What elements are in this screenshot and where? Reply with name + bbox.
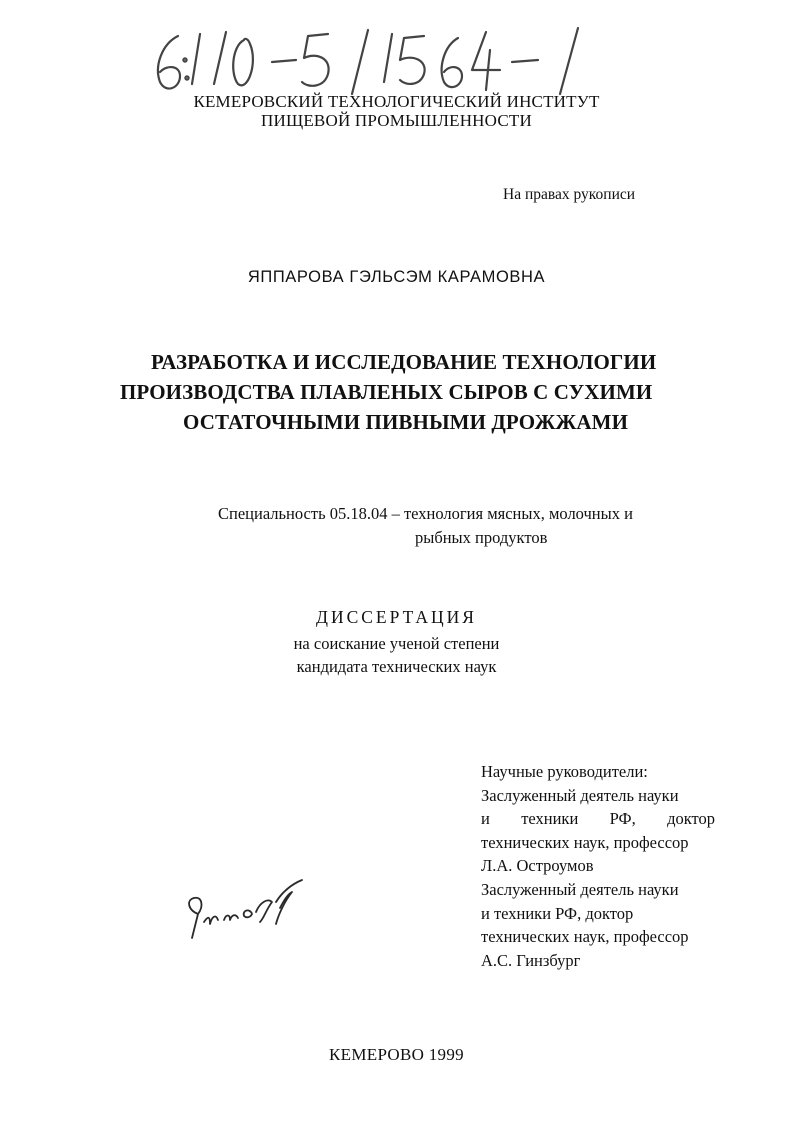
supervisor1-title-line3: технических наук, профессор (481, 832, 689, 852)
thesis-title-line3: ОСТАТОЧНЫМИ ПИВНЫМИ ДРОЖЖАМИ (183, 410, 628, 434)
thesis-title-line1: РАЗРАБОТКА И ИССЛЕДОВАНИЕ ТЕХНОЛОГИИ (151, 350, 657, 374)
supervisor2-title-line2: и техники РФ, доктор (481, 903, 634, 923)
author-name: ЯППАРОВА ГЭЛЬСЭМ КАРАМОВНА (247, 268, 546, 286)
supervisor1-title-line2 (481, 807, 715, 831)
supervisor2-title-line3: технических наук, профессор (481, 927, 689, 947)
institution-name-line1: КЕМЕРОВСКИЙ ТЕХНОЛОГИЧЕСКИЙ ИНСТИТУТ (193, 92, 600, 111)
supervisor2-title-line1: Заслуженный деятель науки (481, 879, 679, 899)
supervisor2-name: А.С. Гинзбург (481, 950, 581, 970)
dissertation-degree-line1: на соискание ученой степени (293, 634, 500, 653)
handwritten-archive-number (140, 22, 600, 102)
specialty-line2: рыбных продуктов (415, 528, 548, 547)
word: техники (521, 809, 579, 829)
author-signature (180, 872, 320, 952)
city-year: КЕМЕРОВО 1999 (329, 1045, 464, 1064)
dissertation-heading: ДИССЕРТАЦИЯ (316, 607, 477, 627)
supervisor1-title-line1: Заслуженный деятель науки (481, 785, 679, 805)
word: РФ, (609, 809, 636, 829)
specialty-line1: Специальность 05.18.04 – технология мясных, молочных и (218, 504, 633, 523)
supervisors-block (481, 760, 715, 972)
dissertation-degree-line2: кандидата технических наук (296, 657, 497, 676)
thesis-title-line2: ПРОИЗВОДСТВА ПЛАВЛЕНЫХ СЫРОВ С СУХИМИ (120, 380, 653, 404)
manuscript-note: На правах рукописи (503, 186, 636, 203)
word: и (481, 809, 490, 829)
supervisor1-name: Л.А. Остроумов (481, 856, 594, 876)
word: доктор (667, 809, 715, 829)
institution-name-line2: ПИЩЕВОЙ ПРОМЫШЛЕННОСТИ (261, 111, 532, 130)
supervisors-heading: Научные руководители: (481, 762, 648, 781)
